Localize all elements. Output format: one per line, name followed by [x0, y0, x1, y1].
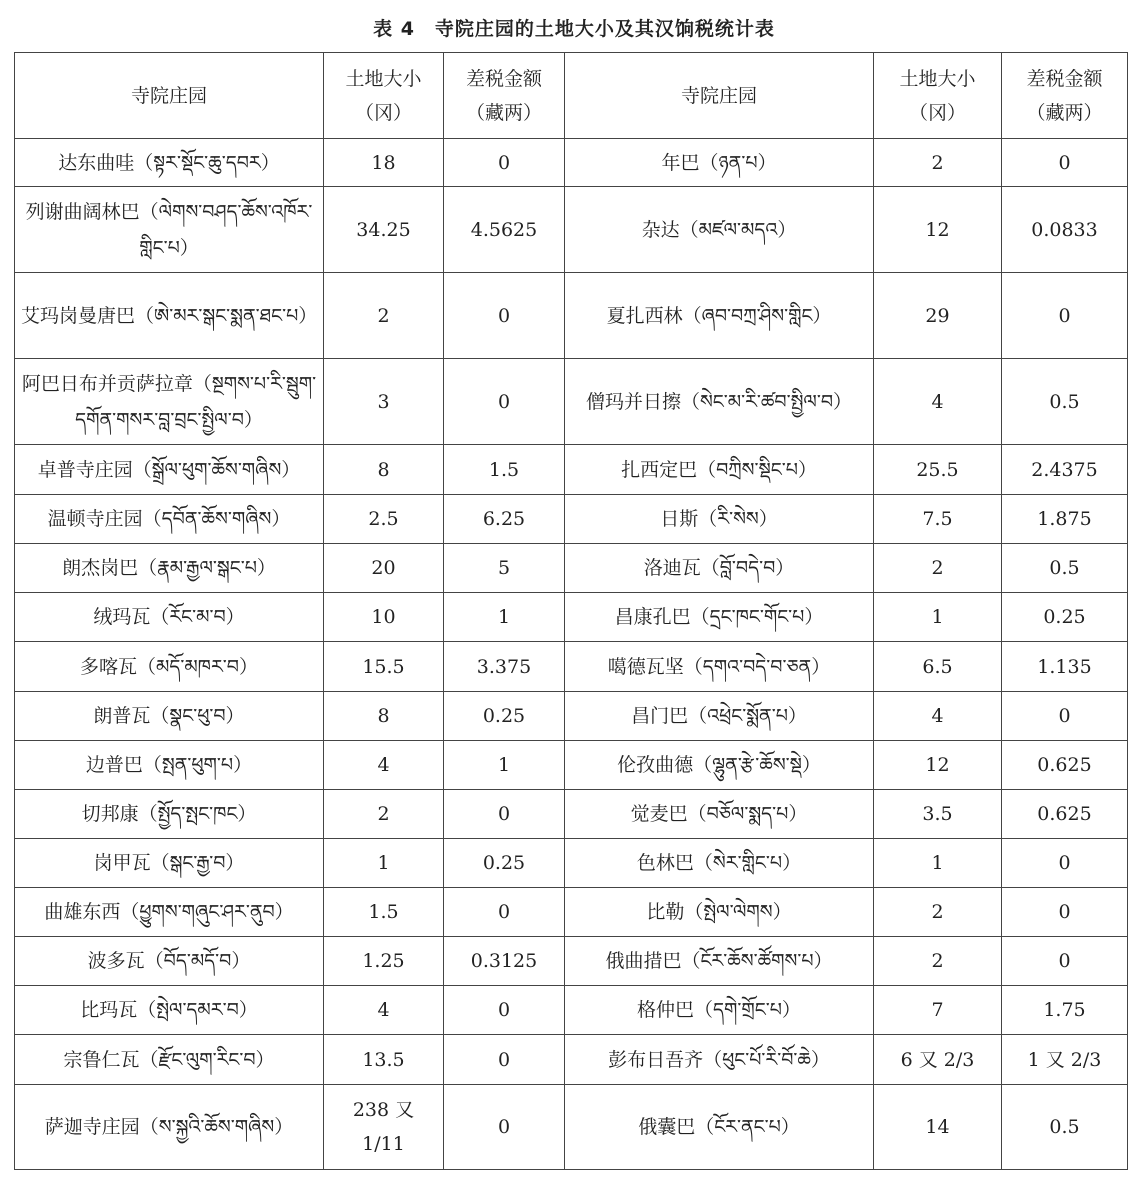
estate-name-left: 多喀瓦（མདོ་མཁར་བ）	[15, 642, 324, 692]
table-row	[15, 839, 1128, 888]
estate-name-right: 扎西定巴（བཀྲིས་སྡིང་པ）	[565, 445, 874, 495]
estate-name-right: 色林巴（སེར་གླིང་པ）	[565, 839, 874, 888]
header-row	[15, 53, 1128, 139]
header-tax-left: 差税金额 （藏两）	[444, 53, 565, 139]
tax-amount-left: 0	[444, 139, 565, 187]
table-row	[15, 544, 1128, 593]
tax-amount-right: 0	[1002, 937, 1128, 986]
land-size-left: 2	[324, 790, 444, 839]
estate-name-right: 伦孜曲德（ལྷུན་རྩེ་ཆོས་སྡེ）	[565, 741, 874, 790]
land-size-left: 10	[324, 593, 444, 642]
land-size-right: 1	[874, 839, 1002, 888]
table-row	[15, 937, 1128, 986]
table-body	[15, 139, 1128, 1170]
land-size-left: 2.5	[324, 495, 444, 544]
tax-amount-right: 0.25	[1002, 593, 1128, 642]
estate-name-right: 昌门巴（འཕྲེང་སྨོན་པ）	[565, 692, 874, 741]
estate-name-left: 边普巴（སྤན་ཕུག་པ）	[15, 741, 324, 790]
tax-amount-left: 4.5625	[444, 187, 565, 273]
table-row	[15, 642, 1128, 692]
table-row	[15, 986, 1128, 1035]
tax-amount-right: 0	[1002, 139, 1128, 187]
tax-amount-left: 1	[444, 741, 565, 790]
table-row	[15, 139, 1128, 187]
land-size-right: 2	[874, 139, 1002, 187]
estate-name-right: 年巴（ཉན་པ）	[565, 139, 874, 187]
land-size-right: 2	[874, 888, 1002, 937]
estate-tax-table	[14, 52, 1128, 1170]
estate-name-left: 萨迦寺庄园（ས་སྐྱའི་ཆོས་གཞིས）	[15, 1085, 324, 1170]
table-row	[15, 692, 1128, 741]
tax-amount-right: 0.625	[1002, 741, 1128, 790]
tax-amount-right: 0.625	[1002, 790, 1128, 839]
land-size-right: 1	[874, 593, 1002, 642]
land-size-right: 14	[874, 1085, 1002, 1170]
tax-amount-right: 0	[1002, 273, 1128, 359]
estate-name-right: 格仲巴（དགེ་གྲོང་པ）	[565, 986, 874, 1035]
estate-name-left: 绒玛瓦（རོང་མ་བ）	[15, 593, 324, 642]
table-title: 表 4 寺院庄园的土地大小及其汉饷税统计表	[373, 18, 775, 40]
land-size-right: 2	[874, 544, 1002, 593]
estate-name-right: 彭布日吾齐（ཕུང་པོ་རི་བོ་ཆེ）	[565, 1035, 874, 1085]
tax-amount-right: 1.135	[1002, 642, 1128, 692]
land-size-left: 8	[324, 445, 444, 495]
table-row	[15, 359, 1128, 445]
estate-name-left: 比玛瓦（སྤེལ་དམར་བ）	[15, 986, 324, 1035]
header-land-right: 土地大小 （冈）	[874, 53, 1002, 139]
land-size-right: 7.5	[874, 495, 1002, 544]
tax-amount-left: 0.25	[444, 839, 565, 888]
tax-amount-right: 0.5	[1002, 359, 1128, 445]
land-size-right: 7	[874, 986, 1002, 1035]
land-size-left: 34.25	[324, 187, 444, 273]
tax-amount-right: 0.0833	[1002, 187, 1128, 273]
tax-amount-left: 0.25	[444, 692, 565, 741]
tax-amount-left: 0	[444, 986, 565, 1035]
tax-amount-left: 3.375	[444, 642, 565, 692]
estate-name-right: 比勒（སྤེལ་ལེགས）	[565, 888, 874, 937]
land-size-left: 4	[324, 741, 444, 790]
estate-name-right: 觉麦巴（བཅོལ་སྨད་པ）	[565, 790, 874, 839]
table-row	[15, 1035, 1128, 1085]
table-row	[15, 790, 1128, 839]
land-size-right: 12	[874, 187, 1002, 273]
land-size-left: 4	[324, 986, 444, 1035]
table-row	[15, 187, 1128, 273]
estate-name-left: 宗鲁仁瓦（རྫོང་ལུག་རིང་བ）	[15, 1035, 324, 1085]
header-estate-right: 寺院庄园	[565, 53, 874, 139]
tax-amount-left: 0	[444, 790, 565, 839]
tax-amount-right: 0	[1002, 839, 1128, 888]
tax-amount-left: 0	[444, 888, 565, 937]
header-estate-left: 寺院庄园	[15, 53, 324, 139]
tax-amount-right: 0.5	[1002, 1085, 1128, 1170]
tax-amount-right: 0	[1002, 888, 1128, 937]
land-size-left: 3	[324, 359, 444, 445]
estate-name-left: 岗甲瓦（སྒང་རྒྱ་བ）	[15, 839, 324, 888]
land-size-right: 12	[874, 741, 1002, 790]
tax-amount-left: 1	[444, 593, 565, 642]
estate-name-right: 俄曲措巴（ངོར་ཆོས་ཚོགས་པ）	[565, 937, 874, 986]
land-size-left: 20	[324, 544, 444, 593]
tax-amount-left: 6.25	[444, 495, 565, 544]
tax-amount-left: 0	[444, 359, 565, 445]
estate-name-left: 列谢曲阔林巴（ལེགས་བཤད་ཆོས་འཁོར་གླིང་པ）	[15, 187, 324, 273]
table-row	[15, 445, 1128, 495]
table-row	[15, 495, 1128, 544]
land-size-left: 18	[324, 139, 444, 187]
estate-name-left: 达东曲哇（སྟར་སྡོང་ཆུ་དབར）	[15, 139, 324, 187]
land-size-right: 6.5	[874, 642, 1002, 692]
land-size-left: 1.25	[324, 937, 444, 986]
estate-name-right: 洛迪瓦（བློ་བདེ་བ）	[565, 544, 874, 593]
estate-name-right: 僧玛并日擦（སེང་མ་རི་ཚབ་སྤྱིལ་བ）	[565, 359, 874, 445]
tax-amount-right: 0	[1002, 692, 1128, 741]
header-tax-right: 差税金额 （藏两）	[1002, 53, 1128, 139]
tax-amount-left: 0.3125	[444, 937, 565, 986]
estate-name-left: 卓普寺庄园（སྒྲོལ་ཕུག་ཆོས་གཞིས）	[15, 445, 324, 495]
tax-amount-left: 5	[444, 544, 565, 593]
tax-amount-right: 0.5	[1002, 544, 1128, 593]
land-size-right: 29	[874, 273, 1002, 359]
table-row	[15, 1085, 1128, 1170]
estate-name-left: 阿巴日布并贡萨拉章（སྔགས་པ་རི་སྦུག་དགོན་གསར་བླ་བྲང་སྤྱིལ་བ）	[15, 359, 324, 445]
estate-name-right: 俄囊巴（ངོར་ནང་པ）	[565, 1085, 874, 1170]
table-row	[15, 888, 1128, 937]
table-row	[15, 593, 1128, 642]
land-size-right: 4	[874, 359, 1002, 445]
tax-amount-right: 1.75	[1002, 986, 1128, 1035]
estate-name-left: 温顿寺庄园（དབོན་ཆོས་གཞིས）	[15, 495, 324, 544]
land-size-left: 2	[324, 273, 444, 359]
tax-amount-right: 1 又 2/3	[1002, 1035, 1128, 1085]
land-size-left: 13.5	[324, 1035, 444, 1085]
tax-amount-right: 1.875	[1002, 495, 1128, 544]
tax-amount-left: 0	[444, 1085, 565, 1170]
estate-name-left: 朗杰岗巴（རྣམ་རྒྱལ་སྒང་པ）	[15, 544, 324, 593]
land-size-right: 2	[874, 937, 1002, 986]
estate-name-right: 昌康孔巴（དྲང་ཁང་གོང་པ）	[565, 593, 874, 642]
land-size-right: 3.5	[874, 790, 1002, 839]
tax-amount-left: 0	[444, 273, 565, 359]
estate-name-left: 波多瓦（བོད་མདོ་བ）	[15, 937, 324, 986]
land-size-left: 1.5	[324, 888, 444, 937]
estate-name-right: 杂达（མཛལ་མདའ）	[565, 187, 874, 273]
table-row	[15, 741, 1128, 790]
land-size-left: 1	[324, 839, 444, 888]
land-size-left: 238 又 1/11	[324, 1085, 444, 1170]
tax-amount-left: 0	[444, 1035, 565, 1085]
header-land-left: 土地大小 （冈）	[324, 53, 444, 139]
estate-name-left: 朗普瓦（སྣང་ཕུ་བ）	[15, 692, 324, 741]
estate-name-left: 艾玛岗曼唐巴（ཨེ་མར་སྒང་སྨན་ཐང་པ）	[15, 273, 324, 359]
table-row	[15, 273, 1128, 359]
tax-amount-left: 1.5	[444, 445, 565, 495]
tax-amount-right: 2.4375	[1002, 445, 1128, 495]
land-size-right: 6 又 2/3	[874, 1035, 1002, 1085]
land-size-left: 15.5	[324, 642, 444, 692]
estate-name-right: 噶德瓦坚（དགའ་བདེ་བ་ཅན）	[565, 642, 874, 692]
land-size-right: 25.5	[874, 445, 1002, 495]
estate-name-left: 曲雄东西（ཕྱུགས་གཞུང་ཤར་ནུབ）	[15, 888, 324, 937]
land-size-left: 8	[324, 692, 444, 741]
estate-name-right: 日斯（རི་སེས）	[565, 495, 874, 544]
estate-name-right: 夏扎西林（ཞབ་བཀྲ་ཤིས་གླིང）	[565, 273, 874, 359]
estate-name-left: 切邦康（སྤྱོད་སྤང་ཁང）	[15, 790, 324, 839]
land-size-right: 4	[874, 692, 1002, 741]
